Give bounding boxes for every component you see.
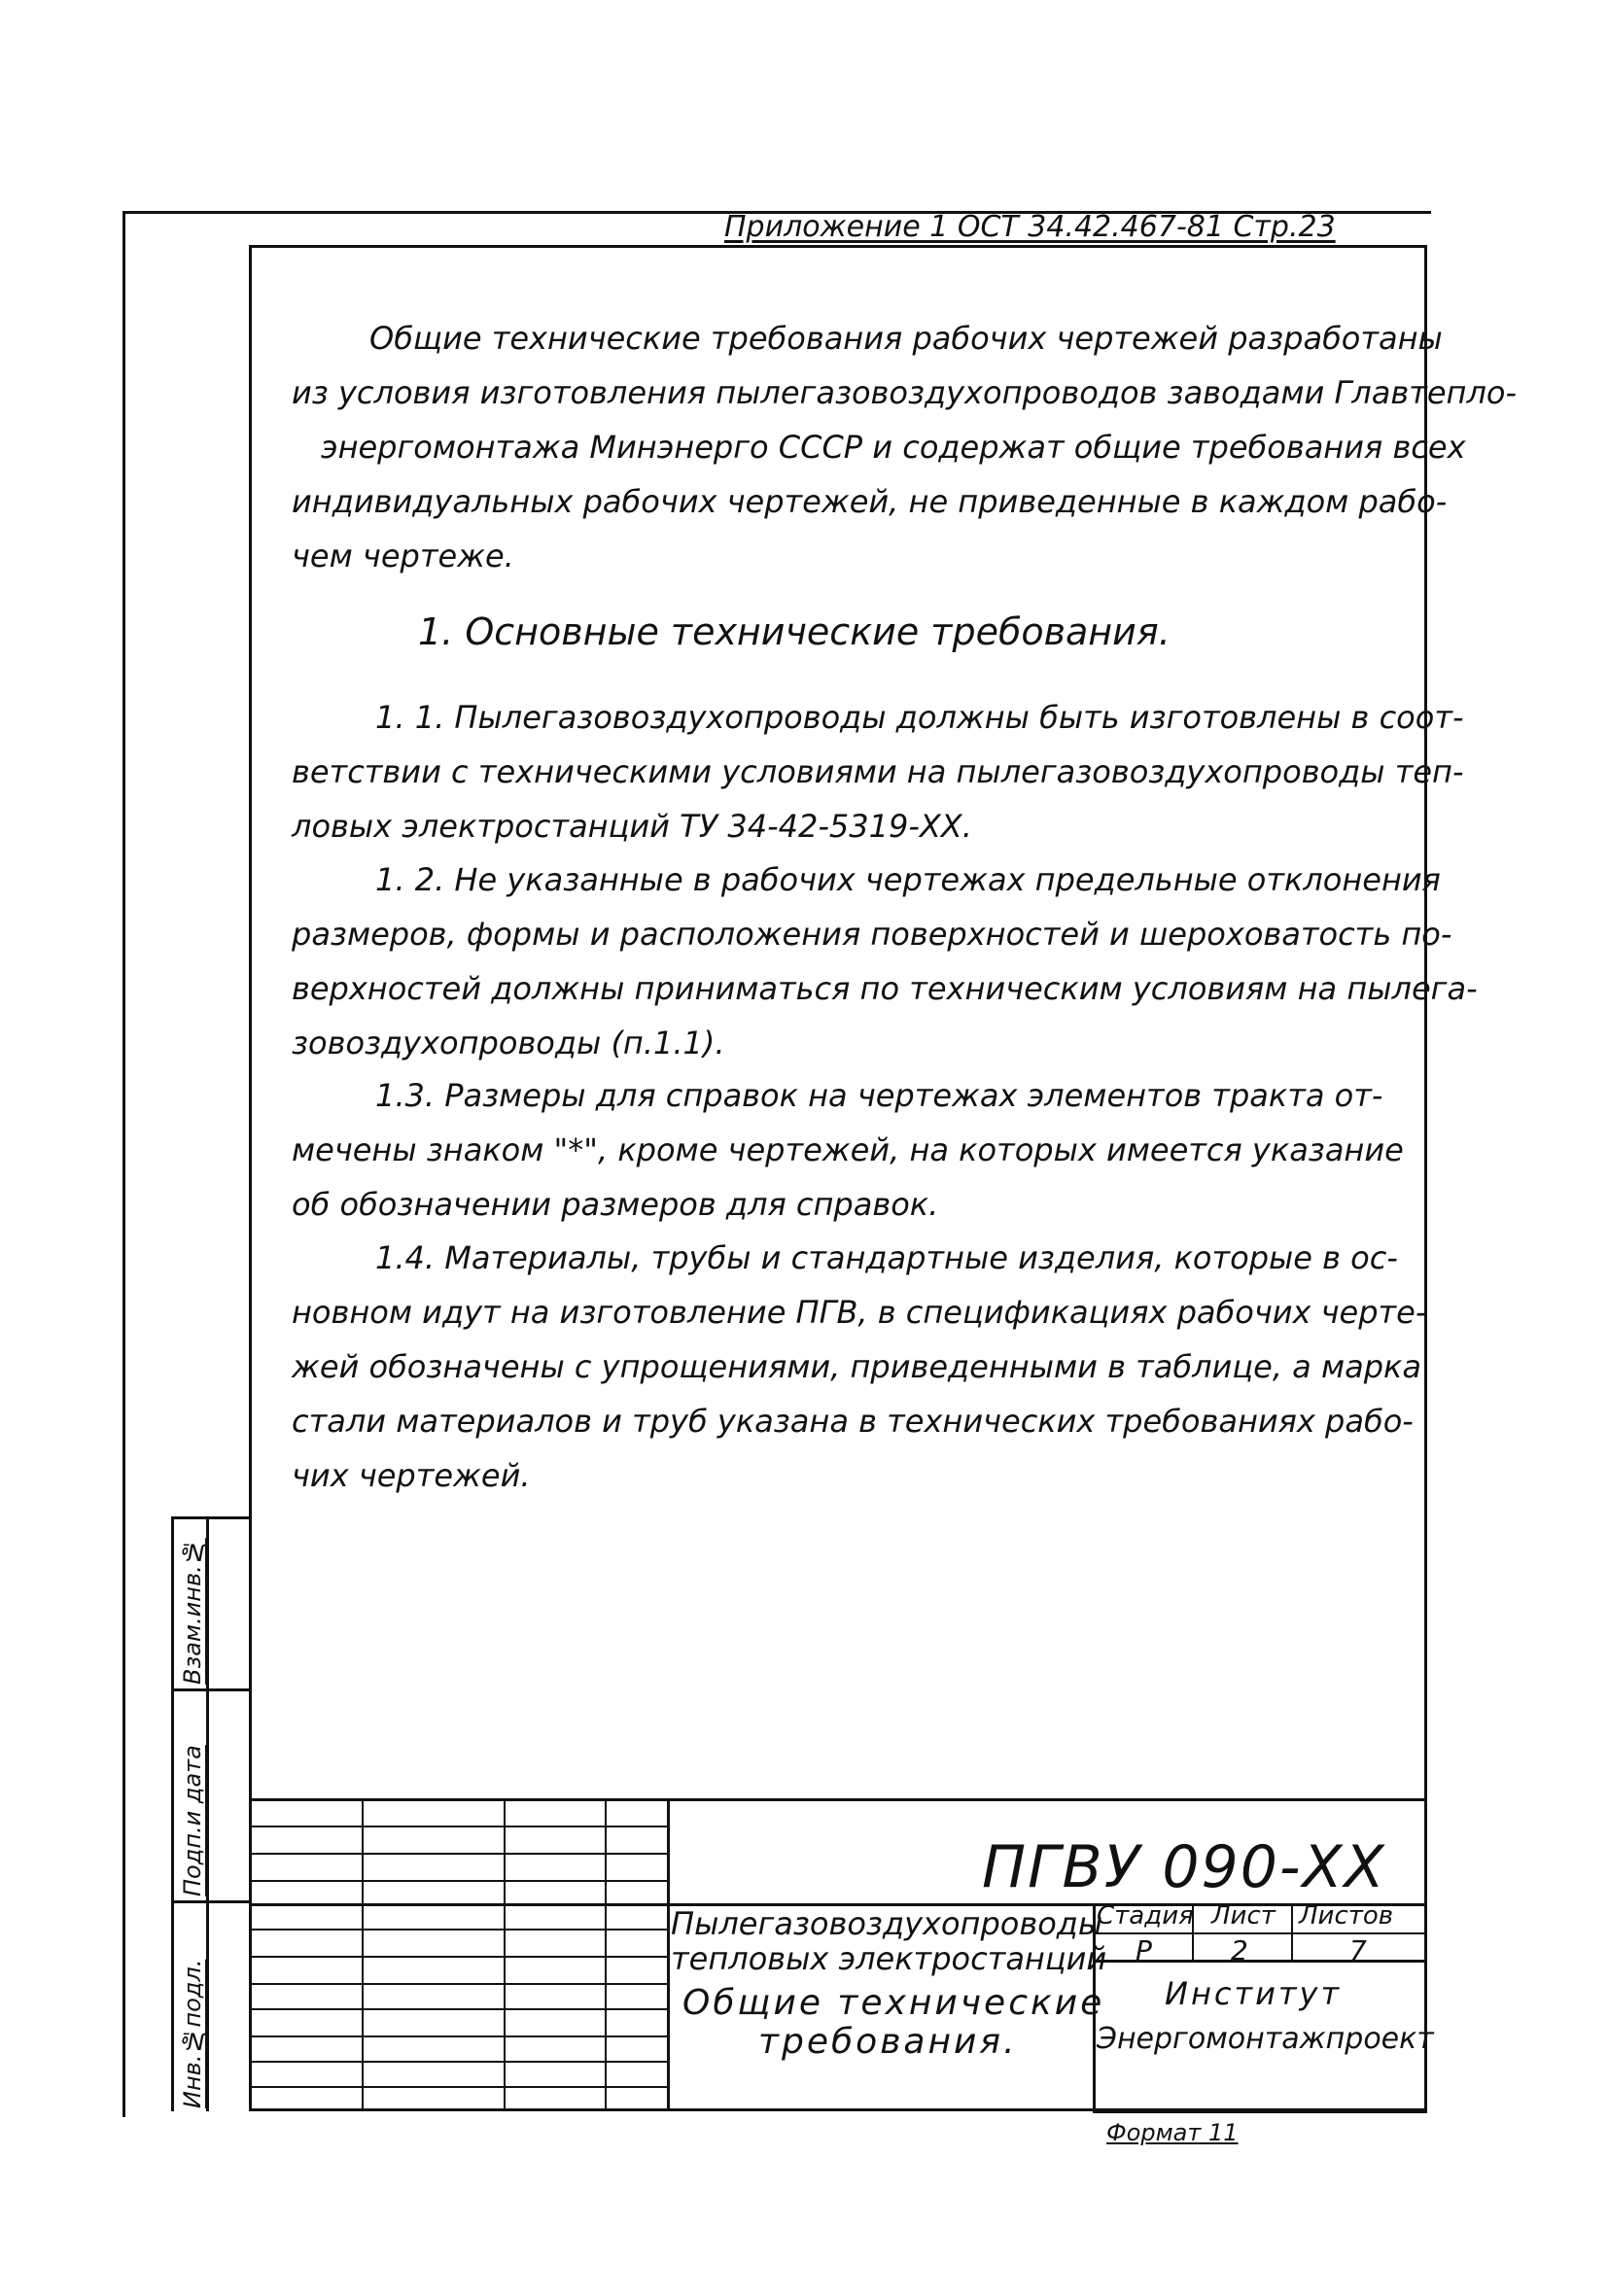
section-heading: 1. Основные технические требования.	[418, 610, 1171, 653]
text-line: 1. 2. Не указанные в рабочих чертежах предельные отклонения	[375, 861, 1441, 898]
text-line: энергомонтажа Минэнерго СССР и содержат общие требования всех	[321, 429, 1466, 466]
text-line: стали материалов и труб указана в технических требованиях рабо-	[292, 1403, 1414, 1440]
document-title-line: Общие технические	[682, 1983, 1105, 2023]
text-line: об обозначении размеров для справок.	[292, 1186, 939, 1223]
side-stamp	[171, 1516, 249, 2111]
text-line: мечены знаком "*", кроме чертежей, на которых имеется указание	[292, 1131, 1404, 1168]
document-title-line: тепловых электростанций	[671, 1940, 1107, 1977]
text-line: Общие технические требования рабочих чертежей разработаны	[369, 320, 1443, 357]
divider	[362, 1798, 364, 2111]
divider	[174, 1900, 252, 1903]
sheet-value: 2	[1231, 1934, 1248, 1966]
divider	[174, 1688, 252, 1691]
document-title-line: требования.	[758, 2022, 1018, 2062]
institute-label: Институт	[1165, 1975, 1343, 2012]
clause-1-2	[292, 852, 1478, 1070]
divider	[1291, 1903, 1293, 1962]
stage-label: Стадия	[1097, 1901, 1194, 1931]
text-line: размеров, формы и расположения поверхностей и шероховатость по-	[292, 916, 1452, 953]
text-line: индивидуальных рабочих чертежей, не приведенные в каждом рабо-	[292, 483, 1448, 520]
original-inventory-label: Инв.№подл.	[179, 1959, 206, 2108]
clause-1-1	[292, 690, 1464, 853]
text-line: ветствии с техническими условиями на пылегазовоздухопроводы теп-	[292, 753, 1464, 790]
page-header: Приложение 1 ОСТ 34.42.467-81 Стр.23	[724, 210, 1336, 244]
clause-1-4	[292, 1231, 1427, 1503]
sheet-label: Лист	[1211, 1901, 1276, 1931]
divider	[1093, 2111, 1427, 2113]
text-line: 1.3. Размеры для справок на чертежах элементов тракта от-	[375, 1077, 1383, 1114]
sheets-label: Листов	[1299, 1901, 1394, 1931]
text-line: верхностей должны приниматься по техническим условиям на пылега-	[292, 970, 1478, 1007]
text-line: зовоздухопроводы (п.1.1).	[292, 1025, 725, 1061]
document-title-line: Пылегазовоздухопроводы	[671, 1905, 1103, 1942]
divider	[504, 1798, 506, 2111]
divider	[667, 1798, 670, 2111]
text-line: 1.4. Материалы, трубы и стандартные изделия, которые в ос-	[375, 1239, 1398, 1276]
text-line: из условия изготовления пылегазовоздухопроводов заводами Главтепло-	[292, 374, 1518, 411]
institute-name: Энергомонтажпроект	[1097, 2022, 1434, 2056]
clause-1-3	[292, 1068, 1404, 1232]
text-line: чем чертеже.	[292, 538, 514, 574]
document-code: ПГВУ 090-ХХ	[982, 1833, 1386, 1901]
text-line: новном идут на изготовление ПГВ, в спецификациях рабочих черте-	[292, 1294, 1427, 1331]
divider	[249, 1798, 1427, 1801]
signature-date-label: Подп.и дата	[179, 1745, 206, 1896]
text-line: жей обозначены с упрощениями, приведенными в таблице, а марка	[292, 1348, 1421, 1385]
format-label: Формат 11	[1106, 2119, 1239, 2146]
stage-value: Р	[1136, 1934, 1152, 1966]
divider	[605, 1798, 607, 2111]
text-line: 1. 1. Пылегазовоздухопроводы должны быть изготовлены в соот-	[375, 699, 1464, 736]
sheets-value: 7	[1349, 1934, 1367, 1966]
replacement-inventory-label: Взам.инв.№	[179, 1538, 206, 1685]
intro-paragraph	[292, 311, 1518, 583]
text-line: чих чертежей.	[292, 1457, 531, 1494]
text-line: ловых электростанций ТУ 34-42-5319-ХХ.	[292, 808, 972, 845]
